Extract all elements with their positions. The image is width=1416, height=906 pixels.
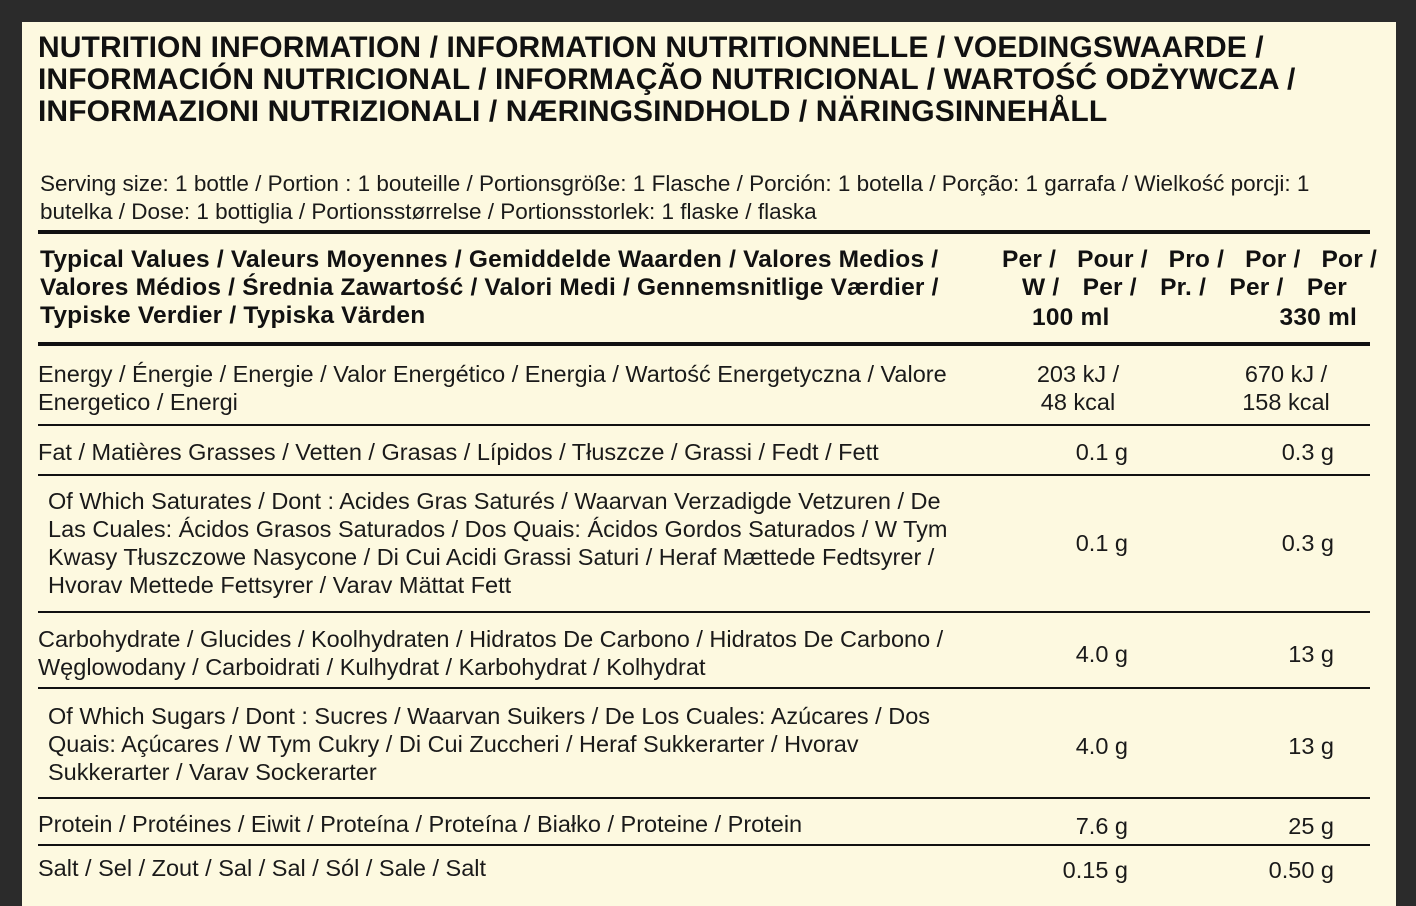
value-kcal: 48 kcal (1040, 389, 1116, 415)
per-header (1002, 246, 1377, 332)
per-word: Per / (1002, 246, 1057, 273)
per-word: Por / (1321, 246, 1377, 273)
value-100ml: 7.6 g (1075, 813, 1128, 839)
row-label: Of Which Sugars / Dont : Sucres / Waarvan Suikers / De Los Cuales: Azúcares / Dos Quais: Açúcares / W Tym Cukry / Di Cui Zuccheri / Heraf Sukkerarter / Hvorav Sukkerarter / Varav Sockerarter (48, 703, 931, 785)
per-header-line-3 (1002, 304, 1377, 332)
per-header-line-1 (1002, 246, 1377, 274)
per-word: Por / (1245, 246, 1301, 273)
per-word: Per / (1082, 274, 1137, 301)
value-100ml: 0.15 g (1062, 857, 1128, 883)
row-label: Carbohydrate / Glucides / Koolhydraten / Hidratos De Carbono / Hidratos De Carbono / Węglowodany / Carboidrati / Kulhydrat / Karbohydrat / Kolhydrat (38, 626, 944, 680)
per-word: Per / (1229, 274, 1284, 301)
divider (38, 424, 1370, 426)
per-word: W / (1022, 274, 1060, 301)
nutrition-label (22, 22, 1396, 906)
divider (38, 797, 1370, 799)
value-330ml (1216, 360, 1356, 416)
value-330ml: 25 g (1288, 813, 1334, 839)
row-label: Fat / Matières Grasses / Vetten / Grasas / Lípidos / Tłuszcze / Grassi / Fedt / Fett (38, 439, 879, 465)
row-label: Energy / Énergie / Energie / Valor Energético / Energia / Wartość Energetyczna / Valore Energetico / Energi (38, 361, 947, 415)
value-330ml: 0.50 g (1268, 857, 1334, 883)
column-330ml-header: 330 ml (1279, 304, 1357, 331)
row-label: Of Which Saturates / Dont : Acides Gras Saturés / Waarvan Verzadigde Vetzuren / De Las Cuales: Ácidos Grasos Saturados / Dos Quais: Ácidos Gordos Saturados / W Tym Kwasy Tłuszczowe Nasycone / Di Cui Acidi Grassi Saturi / Heraf Mættede Fedtsyrer / Hvorav Mettede Fettsyrer / Varav Mättat Fett (48, 488, 948, 598)
value-100ml: 4.0 g (1075, 733, 1128, 759)
divider (38, 230, 1370, 234)
value-100ml: 4.0 g (1075, 641, 1128, 667)
value-kcal: 158 kcal (1242, 389, 1330, 415)
page-title: NUTRITION INFORMATION / INFORMATION NUTRITIONNELLE / VOEDINGSWAARDE / INFORMACIÓN NUTRICIONAL / INFORMAÇÃO NUTRICIONAL / WARTOŚĆ ODŻYWCZA / INFORMAZIONI NUTRIZIONALI / NÆRINGSINDHOLD / NÄRINGSINNEHÅLL (38, 31, 1296, 128)
row-label: Salt / Sel / Zout / Sal / Sal / Sól / Sale / Salt (38, 855, 487, 881)
row-label: Protein / Protéines / Eiwit / Proteína / Proteína / Białko / Proteine / Protein (38, 811, 803, 837)
divider (38, 342, 1370, 346)
value-330ml: 13 g (1288, 733, 1334, 759)
per-header-line-2 (1002, 274, 1377, 302)
value-100ml (1008, 360, 1148, 416)
per-word: Per (1306, 274, 1347, 301)
per-word: Pr. / (1160, 274, 1207, 301)
value-330ml: 0.3 g (1281, 530, 1334, 556)
value-330ml: 0.3 g (1281, 439, 1334, 465)
value-100ml: 0.1 g (1075, 530, 1128, 556)
per-word: Pro / (1168, 246, 1225, 273)
divider (38, 611, 1370, 613)
column-100ml-header: 100 ml (1032, 304, 1110, 331)
value-100ml: 0.1 g (1075, 439, 1128, 465)
divider (38, 687, 1370, 689)
typical-values-header: Typical Values / Valeurs Moyennes / Gemiddelde Waarden / Valores Medios / Valores Médios / Średnia Zawartość / Valori Medi / Gennemsnitlige Værdier / Typiske Verdier / Typiska Värden (40, 246, 939, 329)
divider (38, 844, 1370, 846)
value-330ml: 13 g (1288, 641, 1334, 667)
per-word: Pour / (1077, 246, 1148, 273)
value-kj: 203 kJ / (1036, 361, 1120, 387)
value-kj: 670 kJ / (1244, 361, 1328, 387)
divider (38, 474, 1370, 476)
serving-size: Serving size: 1 bottle / Portion : 1 bouteille / Portionsgröße: 1 Flasche / Porción: 1 botella / Porção: 1 garrafa / Wielkość porcji: 1 butelka / Dose: 1 bottiglia / Portionsstørrelse / Portionsstorlek: 1 flaske / flaska (40, 171, 1310, 224)
